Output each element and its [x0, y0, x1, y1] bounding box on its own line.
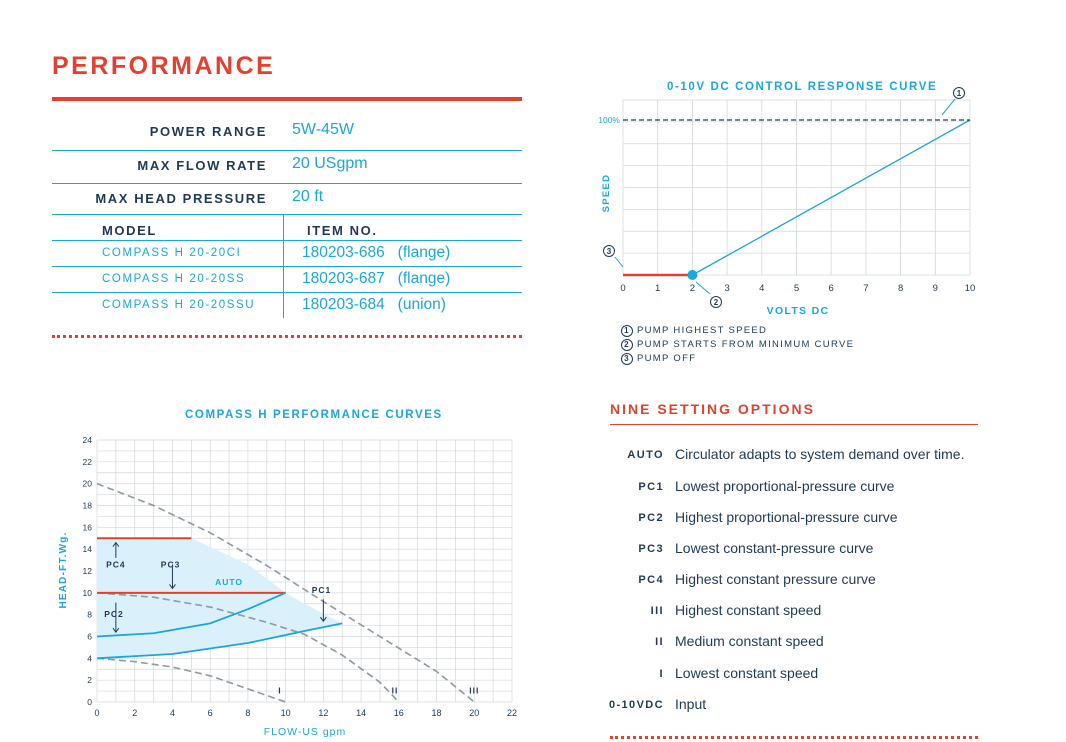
- y-axis-label: SPEED: [601, 173, 612, 213]
- item-number: [302, 244, 450, 262]
- legend-item: [621, 353, 696, 365]
- model-name: COMPASS H 20-20CI: [102, 247, 242, 259]
- option-text: Highest proportional-pressure curve: [675, 509, 898, 525]
- legend-item: [621, 339, 854, 351]
- option-key: PC1: [638, 481, 664, 493]
- callout-arrow: [696, 282, 710, 294]
- option-text: Highest constant pressure curve: [675, 571, 876, 587]
- item-number: [302, 296, 446, 314]
- legend-item: [621, 325, 767, 337]
- option-key: 0-10VDC: [608, 699, 664, 711]
- option-text: Lowest proportional-pressure curve: [675, 478, 895, 494]
- option-pc4: [600, 571, 1040, 591]
- spec-value: 20 ft: [292, 188, 324, 205]
- x-tick-label: 7: [863, 283, 869, 294]
- item-code: 180203-687: [302, 270, 385, 287]
- item-col-header: ITEM NO.: [307, 223, 378, 238]
- y-tick-label: 24: [82, 435, 92, 445]
- item-code: 180203-686: [302, 244, 385, 261]
- control-chart-title: 0-10V DC CONTROL RESPONSE CURVE: [667, 81, 938, 93]
- option-text: Circulator adapts to system demand over time.: [675, 446, 965, 462]
- legend-text: PUMP STARTS FROM MINIMUM CURVE: [637, 339, 855, 350]
- x-tick-label: 16: [393, 708, 404, 718]
- callout-number: 3: [606, 247, 612, 256]
- spec-label: MAX HEAD PRESSURE: [95, 191, 267, 206]
- option-key: PC2: [638, 512, 664, 524]
- option-i: [600, 665, 1040, 685]
- item-code: 180203-684: [302, 296, 385, 313]
- dotted-divider: [610, 736, 978, 739]
- x-tick-label: 12: [318, 708, 329, 718]
- x-tick-label: 18: [431, 708, 442, 718]
- model-name: COMPASS H 20-20SSU: [102, 299, 256, 311]
- curve-label-ii: II: [391, 685, 399, 696]
- title-underline: [52, 97, 522, 101]
- y-tick-label: 10: [82, 587, 92, 598]
- option-pc3: [600, 540, 1040, 560]
- dotted-divider: [52, 335, 522, 338]
- callout-number: 2: [713, 298, 719, 307]
- option-key: AUTO: [627, 449, 664, 461]
- x-tick-label: 2: [689, 283, 696, 294]
- start-point-marker: [687, 270, 697, 280]
- x-tick-label: 1: [655, 283, 661, 294]
- x-tick-label: 8: [245, 708, 251, 718]
- item-number: [302, 270, 450, 288]
- x-tick-label: 5: [793, 283, 800, 294]
- item-type: (union): [397, 296, 446, 313]
- table-row: [52, 292, 522, 318]
- option-key: II: [655, 636, 664, 648]
- option-text: Medium constant speed: [675, 633, 824, 649]
- x-tick-label: 8: [897, 283, 904, 294]
- y-tick-label: 20: [82, 478, 92, 489]
- y-tick-label: 12: [82, 566, 92, 576]
- x-tick-label: 4: [169, 708, 175, 718]
- y-tick-label: 0: [87, 697, 92, 707]
- spec-label: MAX FLOW RATE: [137, 158, 267, 173]
- control-chart: [590, 89, 990, 325]
- option-pc1: [600, 478, 1040, 498]
- model-header-row: [52, 214, 522, 241]
- option-key: I: [659, 668, 664, 680]
- option-text: Lowest constant speed: [675, 665, 819, 681]
- y-tick-label: 22: [82, 456, 92, 467]
- x-axis-label: VOLTS DC: [766, 305, 830, 317]
- performance-chart: [50, 430, 530, 740]
- marker-number: 2: [621, 339, 633, 351]
- callout-arrow: [615, 257, 623, 267]
- perf-chart-title: COMPASS H PERFORMANCE CURVES: [185, 409, 443, 421]
- option-text: Input: [675, 696, 707, 712]
- legend-text: PUMP OFF: [637, 353, 697, 364]
- curve-label-pc3: PC3: [160, 559, 181, 570]
- spec-row-flow: [52, 150, 522, 184]
- table-row: [52, 240, 522, 267]
- nine-settings-rule: [610, 424, 978, 425]
- curve-label-pc2: PC2: [104, 608, 124, 619]
- y-tick-label: 16: [82, 522, 92, 533]
- x-tick-label: 4: [759, 283, 765, 294]
- spec-label: POWER RANGE: [149, 124, 267, 139]
- x-tick-label: 14: [356, 708, 367, 718]
- y-axis-label: HEAD-FT.Wg.: [58, 531, 69, 609]
- x-tick-label: 2: [132, 708, 138, 718]
- nine-settings-title: NINE SETTING OPTIONS: [610, 401, 815, 417]
- callout-arrow: [942, 99, 955, 115]
- curve-label-pc4: PC4: [106, 559, 126, 570]
- spec-row-power: [52, 114, 522, 151]
- y-tick-label: 6: [87, 631, 92, 642]
- curve-label-auto: AUTO: [215, 577, 244, 588]
- option-key: PC4: [638, 574, 664, 586]
- option-iii: [600, 602, 1040, 622]
- marker-number: 3: [621, 353, 633, 365]
- option-text: Highest constant speed: [675, 602, 822, 618]
- table-row: [52, 266, 522, 293]
- operating-area: [97, 538, 342, 658]
- y-tick-label: 14: [82, 544, 92, 555]
- x-axis-label: FLOW-US gpm: [263, 726, 347, 738]
- x-tick-label: 10: [964, 283, 976, 294]
- x-tick-label: 0: [620, 283, 626, 294]
- x-tick-label: 22: [506, 708, 518, 718]
- option-key: PC3: [638, 543, 664, 555]
- curve-label-i: I: [278, 685, 282, 696]
- y-tick-label: 18: [82, 500, 92, 511]
- x-tick-label: 3: [724, 283, 730, 294]
- curve-label-iii: III: [469, 685, 480, 696]
- spec-row-head: [52, 183, 522, 215]
- x-tick-label: 6: [828, 283, 834, 294]
- spec-value: 20 USgpm: [292, 155, 368, 172]
- option-ii: [600, 633, 1040, 653]
- option-text: Lowest constant-pressure curve: [675, 540, 874, 556]
- marker-number: 1: [621, 325, 633, 337]
- callout-number: 1: [956, 89, 962, 98]
- page-title: PERFORMANCE: [52, 52, 276, 80]
- x-tick-label: 0: [94, 708, 100, 718]
- x-tick-label: 10: [280, 708, 291, 718]
- option-pc2: [600, 509, 1040, 529]
- option-auto: [600, 446, 1040, 466]
- x-tick-label: 20: [469, 708, 480, 718]
- x-tick-label: 6: [207, 708, 213, 718]
- y-tick-label: 8: [87, 609, 92, 620]
- spec-value: 5W-45W: [292, 121, 354, 138]
- item-type: (flange): [397, 244, 451, 261]
- y-tick-label: 4: [87, 653, 92, 664]
- curve-label-pc1: PC1: [311, 584, 332, 595]
- option-key: III: [650, 605, 664, 617]
- option-0-10vdc: [600, 696, 1040, 716]
- legend-text: PUMP HIGHEST SPEED: [637, 325, 768, 336]
- item-type: (flange): [397, 270, 451, 287]
- model-col-header: MODEL: [102, 223, 157, 238]
- model-name: COMPASS H 20-20SS: [102, 273, 246, 285]
- y-tick-label: 2: [87, 675, 92, 686]
- y-tick-label: 100%: [598, 115, 620, 125]
- x-tick-label: 9: [932, 283, 938, 294]
